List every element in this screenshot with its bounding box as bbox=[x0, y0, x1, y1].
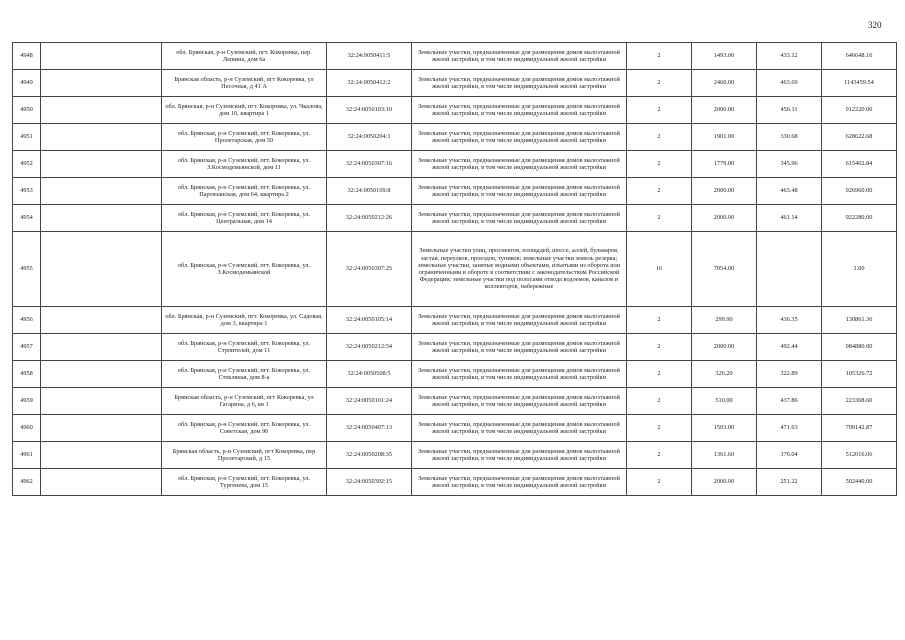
rate-cell: 345.96 bbox=[757, 151, 822, 178]
row-number-cell: 4957 bbox=[13, 334, 41, 361]
cadastral-number-cell: 32:24:0050101:24 bbox=[327, 388, 412, 415]
empty-cell bbox=[41, 307, 162, 334]
row-number-cell: 4948 bbox=[13, 43, 41, 70]
empty-cell bbox=[41, 178, 162, 205]
table-row bbox=[13, 43, 897, 70]
cadastral-value-cell: 615462.84 bbox=[822, 151, 897, 178]
cadastral-value-cell: 130861.36 bbox=[822, 307, 897, 334]
area-cell: 1503.00 bbox=[692, 415, 757, 442]
land-use-cell: Земельные участки, предназначенные для размещения домов малоэтажной жилой застройки, в том числе индивидуальной жилой застройки bbox=[412, 442, 627, 469]
rate-cell: 376.04 bbox=[757, 442, 822, 469]
row-number-cell: 4951 bbox=[13, 124, 41, 151]
empty-cell bbox=[41, 232, 162, 307]
land-use-cell: Земельные участки, предназначенные для размещения домов малоэтажной жилой застройки, в том числе индивидуальной жилой застройки bbox=[412, 97, 627, 124]
address-cell: обл. Брянская, р-н Суземский, пгт. Кокоревка, ул. З.Космодемьянской bbox=[162, 232, 327, 307]
row-number-cell: 4960 bbox=[13, 415, 41, 442]
area-cell: 326.20 bbox=[692, 361, 757, 388]
area-cell: 1493.00 bbox=[692, 43, 757, 70]
address-cell: обл. Брянская, р-н Суземский, пгт. Кокоревка, ул. Строителей, дом 11 bbox=[162, 334, 327, 361]
row-number-cell: 4961 bbox=[13, 442, 41, 469]
cadastral-value-cell: 1143459.54 bbox=[822, 70, 897, 97]
category-cell: 2 bbox=[627, 442, 692, 469]
category-cell: 2 bbox=[627, 307, 692, 334]
row-number-cell: 4958 bbox=[13, 361, 41, 388]
address-cell: обл. Брянская, р-н Суземский, пгт. Кокоревка, ул. Пролетарская, дом 50 bbox=[162, 124, 327, 151]
empty-cell bbox=[41, 151, 162, 178]
address-cell: обл. Брянская, р-н Суземский, пгт. Кокоревка, ул. Советская, дом 90 bbox=[162, 415, 327, 442]
row-number-cell: 4949 bbox=[13, 70, 41, 97]
address-cell: обл. Брянская, р-н Суземский, пгт. Кокоревка, ул. Садовая, дом 3, квартира 1 bbox=[162, 307, 327, 334]
category-cell: 2 bbox=[627, 43, 692, 70]
cadastral-value-cell: 502440.00 bbox=[822, 469, 897, 496]
land-use-cell: Земельные участки улиц, проспектов, площадей, шоссе, аллей, бульваров, застав, переулков, проездов, тупиков; земельные участки земель резерва; земельные участки, занятые водными объектами, изъятыми из оборота или ограниченными в обороте в соответствии с законодательством Российской Федерации; земельные участки под полосами отвода водоемов, каналов и коллекторов, набережные bbox=[412, 232, 627, 307]
rate-cell: 471.63 bbox=[757, 415, 822, 442]
row-number-cell: 4954 bbox=[13, 205, 41, 232]
row-number-cell: 4956 bbox=[13, 307, 41, 334]
cadastral-number-cell: 32:24:0050109:8 bbox=[327, 178, 412, 205]
address-cell: обл. Брянская, р-н Суземский, пгт. Кокоревка, ул. Стекляная, дом 8-а bbox=[162, 361, 327, 388]
table-row bbox=[13, 97, 897, 124]
rate-cell: 461.14 bbox=[757, 205, 822, 232]
row-number-cell: 4952 bbox=[13, 151, 41, 178]
area-cell: 7054.00 bbox=[692, 232, 757, 307]
row-number-cell: 4962 bbox=[13, 469, 41, 496]
address-cell: обл. Брянская, р-н Суземский, пгт. Кокоревка, ул. Центральная, дом 14 bbox=[162, 205, 327, 232]
category-cell: 2 bbox=[627, 415, 692, 442]
empty-cell bbox=[41, 388, 162, 415]
area-cell: 2000.00 bbox=[692, 205, 757, 232]
category-cell: 2 bbox=[627, 361, 692, 388]
land-use-cell: Земельные участки, предназначенные для размещения домов малоэтажной жилой застройки, в том числе индивидуальной жилой застройки bbox=[412, 205, 627, 232]
empty-cell bbox=[41, 70, 162, 97]
table-row bbox=[13, 232, 897, 307]
cadastral-value-cell: 512016.06 bbox=[822, 442, 897, 469]
area-cell: 2466.00 bbox=[692, 70, 757, 97]
rate-cell: 463.69 bbox=[757, 70, 822, 97]
cadastral-number-cell: 32:24:0050212:26 bbox=[327, 205, 412, 232]
table-row bbox=[13, 178, 897, 205]
empty-cell bbox=[41, 43, 162, 70]
land-use-cell: Земельные участки, предназначенные для размещения домов малоэтажной жилой застройки, в том числе индивидуальной жилой застройки bbox=[412, 388, 627, 415]
cadastral-value-cell: 984880.00 bbox=[822, 334, 897, 361]
row-number-cell: 4953 bbox=[13, 178, 41, 205]
empty-cell bbox=[41, 124, 162, 151]
table-row bbox=[13, 205, 897, 232]
cadastral-number-cell: 32:24:0050103:10 bbox=[327, 97, 412, 124]
land-use-cell: Земельные участки, предназначенные для размещения домов малоэтажной жилой застройки, в том числе индивидуальной жилой застройки bbox=[412, 43, 627, 70]
cadastral-number-cell: 32:24:0050212:54 bbox=[327, 334, 412, 361]
cadastral-value-cell: 709142.87 bbox=[822, 415, 897, 442]
rate-cell bbox=[757, 232, 822, 307]
area-cell: 1779.00 bbox=[692, 151, 757, 178]
table-row bbox=[13, 469, 897, 496]
land-use-cell: Земельные участки, предназначенные для размещения домов малоэтажной жилой застройки, в том числе индивидуальной жилой застройки bbox=[412, 469, 627, 496]
category-cell: 2 bbox=[627, 70, 692, 97]
rate-cell: 437.86 bbox=[757, 388, 822, 415]
address-cell: Брянская область, р-н Суземский, пгт Кокоревка, ул Песочная, д 41 А bbox=[162, 70, 327, 97]
row-number-cell: 4950 bbox=[13, 97, 41, 124]
rate-cell: 330.68 bbox=[757, 124, 822, 151]
cadastral-number-cell: 32:24:0050307:16 bbox=[327, 151, 412, 178]
address-cell: обл. Брянская, р-н Суземский, пгт. Кокоревка, ул. Партизанская, дом 64, квартира 2 bbox=[162, 178, 327, 205]
land-use-cell: Земельные участки, предназначенные для размещения домов малоэтажной жилой застройки, в том числе индивидуальной жилой застройки bbox=[412, 307, 627, 334]
rate-cell: 433.12 bbox=[757, 43, 822, 70]
empty-cell bbox=[41, 97, 162, 124]
cadastral-value-cell: 223308.60 bbox=[822, 388, 897, 415]
cadastral-number-cell: 32:24:0050208:35 bbox=[327, 442, 412, 469]
category-cell: 16 bbox=[627, 232, 692, 307]
table-row bbox=[13, 415, 897, 442]
cadastral-value-cell: 628622.68 bbox=[822, 124, 897, 151]
row-number-cell: 4959 bbox=[13, 388, 41, 415]
land-use-cell: Земельные участки, предназначенные для размещения домов малоэтажной жилой застройки, в том числе индивидуальной жилой застройки bbox=[412, 70, 627, 97]
area-cell: 2000.00 bbox=[692, 334, 757, 361]
empty-cell bbox=[41, 334, 162, 361]
land-use-cell: Земельные участки, предназначенные для размещения домов малоэтажной жилой застройки, в том числе индивидуальной жилой застройки bbox=[412, 151, 627, 178]
cadastral-value-cell: 105326.72 bbox=[822, 361, 897, 388]
empty-cell bbox=[41, 205, 162, 232]
cadastral-number-cell: 32:24:0050508:5 bbox=[327, 361, 412, 388]
table-row bbox=[13, 388, 897, 415]
empty-cell bbox=[41, 361, 162, 388]
category-cell: 2 bbox=[627, 97, 692, 124]
address-cell: обл. Брянская, р-н Суземский, пгт. Кокоревка, пер. Лешина, дом 6а bbox=[162, 43, 327, 70]
address-cell: Брянская область, р-н Суземский, пгт Кокоревка, ул Гагарина, д 6, кв 1 bbox=[162, 388, 327, 415]
page-number: 320 bbox=[868, 20, 882, 30]
category-cell: 2 bbox=[627, 124, 692, 151]
rate-cell: 456.11 bbox=[757, 97, 822, 124]
empty-cell bbox=[41, 469, 162, 496]
empty-cell bbox=[41, 415, 162, 442]
table-row bbox=[13, 70, 897, 97]
area-cell: 2000.00 bbox=[692, 469, 757, 496]
address-cell: обл. Брянская, р-н Суземский, пгт. Кокоревка, ул. З.Космодемьянской, дом 11 bbox=[162, 151, 327, 178]
rate-cell: 322.89 bbox=[757, 361, 822, 388]
cadastral-value-cell: 912220.00 bbox=[822, 97, 897, 124]
cadastral-number-cell: 32:24:0050411:5 bbox=[327, 43, 412, 70]
area-cell: 1901.00 bbox=[692, 124, 757, 151]
table-row bbox=[13, 334, 897, 361]
area-cell: 2000.00 bbox=[692, 178, 757, 205]
table-row bbox=[13, 124, 897, 151]
cadastral-number-cell: 32:24:0050412:2 bbox=[327, 70, 412, 97]
category-cell: 2 bbox=[627, 469, 692, 496]
address-cell: обл. Брянская, р-н Суземский, пгт. Кокоревка, ул. Тургенева, дом 15 bbox=[162, 469, 327, 496]
area-cell: 510.00 bbox=[692, 388, 757, 415]
table-row bbox=[13, 361, 897, 388]
category-cell: 2 bbox=[627, 334, 692, 361]
table-row bbox=[13, 307, 897, 334]
category-cell: 2 bbox=[627, 151, 692, 178]
area-cell: 1361.60 bbox=[692, 442, 757, 469]
table-row bbox=[13, 151, 897, 178]
row-number-cell: 4955 bbox=[13, 232, 41, 307]
land-use-cell: Земельные участки, предназначенные для размещения домов малоэтажной жилой застройки, в том числе индивидуальной жилой застройки bbox=[412, 178, 627, 205]
registry-body bbox=[13, 43, 897, 496]
rate-cell: 436.35 bbox=[757, 307, 822, 334]
land-use-cell: Земельные участки, предназначенные для размещения домов малоэтажной жилой застройки, в том числе индивидуальной жилой застройки bbox=[412, 361, 627, 388]
empty-cell bbox=[41, 442, 162, 469]
cadastral-number-cell: 32:24:0050302:15 bbox=[327, 469, 412, 496]
cadastral-number-cell: 32:24:0050204:1 bbox=[327, 124, 412, 151]
category-cell: 2 bbox=[627, 388, 692, 415]
land-use-cell: Земельные участки, предназначенные для размещения домов малоэтажной жилой застройки, в том числе индивидуальной жилой застройки bbox=[412, 334, 627, 361]
address-cell: Брянская область, р-н Суземский, пгт Кокоревка, пер Пролетарский, д 15 bbox=[162, 442, 327, 469]
table-row bbox=[13, 442, 897, 469]
cadastral-number-cell: 32:24:0050105:14 bbox=[327, 307, 412, 334]
rate-cell: 463.48 bbox=[757, 178, 822, 205]
area-cell: 299.90 bbox=[692, 307, 757, 334]
cadastral-number-cell: 32:24:0050407:13 bbox=[327, 415, 412, 442]
address-cell: обл. Брянская, р-н Суземский, пгт. Кокоревка, ул. Чкалова, дом 10, квартира 1 bbox=[162, 97, 327, 124]
land-use-cell: Земельные участки, предназначенные для размещения домов малоэтажной жилой застройки, в том числе индивидуальной жилой застройки bbox=[412, 124, 627, 151]
category-cell: 2 bbox=[627, 205, 692, 232]
rate-cell: 492.44 bbox=[757, 334, 822, 361]
cadastral-value-cell: 646648.16 bbox=[822, 43, 897, 70]
category-cell: 2 bbox=[627, 178, 692, 205]
cadastral-value-cell: 922280.00 bbox=[822, 205, 897, 232]
land-use-cell: Земельные участки, предназначенные для размещения домов малоэтажной жилой застройки, в том числе индивидуальной жилой застройки bbox=[412, 415, 627, 442]
cadastral-value-cell: 1.00 bbox=[822, 232, 897, 307]
area-cell: 2000.00 bbox=[692, 97, 757, 124]
cadastral-value-cell: 926960.00 bbox=[822, 178, 897, 205]
cadastral-number-cell: 32:24:0050307:25 bbox=[327, 232, 412, 307]
rate-cell: 251.22 bbox=[757, 469, 822, 496]
land-registry-table bbox=[12, 42, 897, 496]
